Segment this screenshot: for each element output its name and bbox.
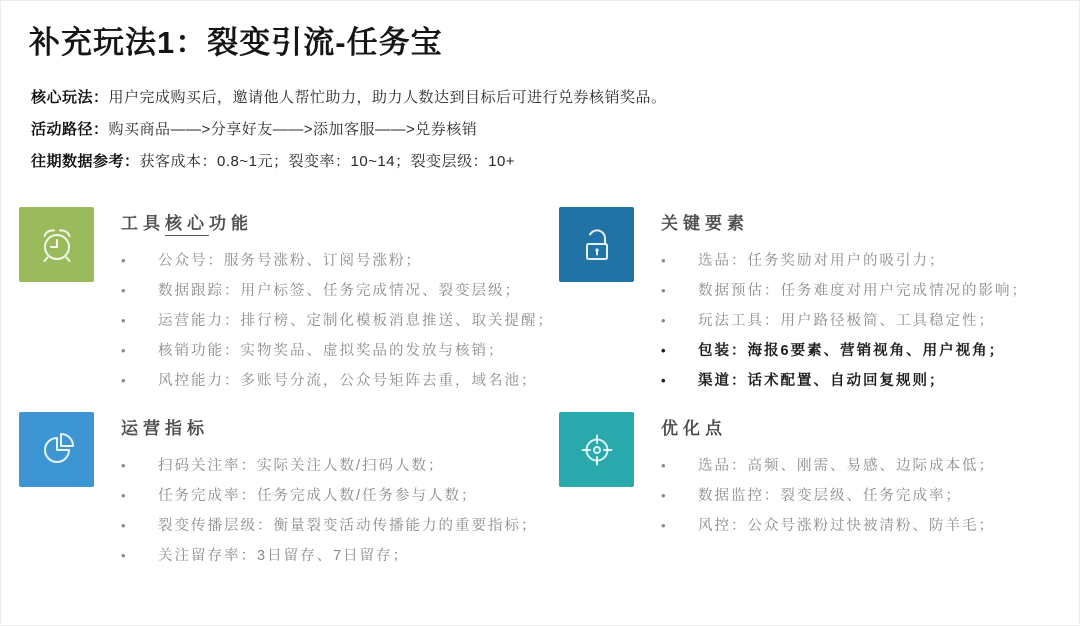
bullet-text: 渠道：话术配置、自动回复规则；: [698, 373, 946, 389]
bullet-dot: •: [121, 253, 128, 268]
bullet-item: [121, 246, 554, 276]
bullet-text: 风控能力：多账号分流，公众号矩阵去重，域名池；: [158, 373, 538, 389]
bullet-dot: •: [661, 458, 668, 473]
intro-line-text: 购买商品——>分享好友——>添加客服——>兑券核销: [108, 121, 478, 138]
bullet-dot: •: [121, 488, 128, 503]
bullet-text: 核销功能：实物奖品、虚拟奖品的发放与核销；: [158, 343, 505, 359]
bullet-item: [661, 306, 1028, 336]
bullet-item: [121, 366, 554, 396]
bullet-dot: •: [661, 518, 668, 533]
bullet-dot: •: [661, 343, 668, 358]
quadrant-heading: [121, 414, 538, 439]
bullet-item: [661, 481, 995, 511]
bullet-item: [121, 481, 538, 511]
heading-text: 运营指标: [121, 419, 209, 438]
heading-text: 优化点: [661, 419, 727, 438]
bullet-text: 数据预估：任务难度对用户完成情况的影响；: [698, 283, 1028, 299]
quadrant-content: [121, 207, 554, 396]
alarm-clock-icon-tile: [19, 207, 94, 282]
bullet-item: [661, 366, 1028, 396]
bullet-item: [661, 511, 995, 541]
page-title: 补充玩法1：裂变引流-任务宝: [29, 25, 443, 60]
bullet-text: 裂变传播层级：衡量裂变活动传播能力的重要指标；: [158, 518, 538, 534]
bullet-dot: •: [661, 373, 668, 388]
quadrant-heading: [661, 414, 995, 439]
bullet-text: 数据跟踪：用户标签、任务完成情况、裂变层级；: [158, 283, 521, 299]
bullet-text: 风控：公众号涨粉过快被清粉、防羊毛；: [698, 518, 995, 534]
intro-line-label: 核心玩法：: [31, 89, 109, 106]
bullet-text: 运营能力：排行榜、定制化模板消息推送、取关提醒；: [158, 313, 554, 329]
intro-section: [31, 88, 1079, 171]
bullet-item: [121, 336, 554, 366]
heading-text: 工具: [121, 214, 165, 233]
bullet-item: [661, 276, 1028, 306]
bullet-list: [661, 246, 1028, 396]
intro-line: [31, 120, 1079, 139]
quadrant-heading: [661, 209, 1028, 234]
target-icon-tile: [559, 412, 634, 487]
pie-chart-icon-tile: [19, 412, 94, 487]
bullet-dot: •: [121, 548, 128, 563]
heading-text: 功能: [209, 214, 253, 233]
intro-line-label: 往期数据参考：: [31, 153, 140, 170]
heading-underlined-text: 核心: [165, 214, 209, 236]
quadrant-grid: [1, 207, 1079, 571]
quadrant-content: [661, 412, 995, 541]
bullet-dot: •: [121, 313, 128, 328]
intro-line: [31, 88, 1079, 107]
quadrant-content: [661, 207, 1028, 396]
bullet-item: [121, 541, 538, 571]
intro-line-label: 活动路径：: [31, 121, 109, 138]
quadrant-tool-core-features: [19, 207, 559, 396]
open-lock-icon: [575, 223, 619, 267]
bullet-dot: •: [121, 518, 128, 533]
bullet-dot: •: [121, 343, 128, 358]
bullet-dot: •: [121, 373, 128, 388]
bullet-dot: •: [661, 488, 668, 503]
bullet-text: 数据监控：裂变层级、任务完成率；: [698, 488, 962, 504]
intro-line-text: 用户完成购买后，邀请他人帮忙助力，助力人数达到目标后可进行兑券核销奖品。: [108, 89, 667, 106]
bullet-text: 关注留存率：3日留存、7日留存；: [158, 548, 410, 564]
bullet-item: [661, 246, 1028, 276]
target-icon: [575, 428, 619, 472]
quadrant-key-elements: [559, 207, 1080, 396]
alarm-clock-icon: [35, 223, 79, 267]
bullet-dot: •: [661, 253, 668, 268]
bullet-dot: •: [121, 458, 128, 473]
quadrant-heading: [121, 209, 554, 234]
quadrant-operation-metrics: [19, 412, 559, 571]
bullet-item: [661, 451, 995, 481]
bullet-list: [121, 451, 538, 571]
bullet-text: 包装：海报6要素、营销视角、用户视角；: [698, 343, 1006, 359]
bullet-text: 扫码关注率：实际关注人数/扫码人数；: [158, 458, 445, 474]
bullet-item: [661, 336, 1028, 366]
pie-chart-icon: [35, 428, 79, 472]
intro-line-text: 获客成本：0.8~1元；裂变率：10~14；裂变层级：10+: [139, 153, 516, 170]
bullet-item: [121, 306, 554, 336]
bullet-dot: •: [661, 283, 668, 298]
quadrant-optimization-points: [559, 412, 1080, 571]
bullet-text: 选品：任务奖励对用户的吸引力；: [698, 253, 946, 269]
intro-line: [31, 152, 1079, 171]
bullet-list: [121, 246, 554, 396]
bullet-text: 玩法工具：用户路径极简、工具稳定性；: [698, 313, 995, 329]
bullet-dot: •: [121, 283, 128, 298]
bullet-text: 选品：高频、刚需、易感、边际成本低；: [698, 458, 995, 474]
bullet-text: 公众号：服务号涨粉、订阅号涨粉；: [158, 253, 422, 269]
heading-text: 关键要素: [661, 214, 749, 233]
bullet-item: [121, 451, 538, 481]
bullet-list: [661, 451, 995, 541]
bullet-item: [121, 276, 554, 306]
open-lock-icon-tile: [559, 207, 634, 282]
bullet-item: [121, 511, 538, 541]
quadrant-content: [121, 412, 538, 571]
bullet-dot: •: [661, 313, 668, 328]
bullet-text: 任务完成率：任务完成人数/任务参与人数；: [158, 488, 478, 504]
